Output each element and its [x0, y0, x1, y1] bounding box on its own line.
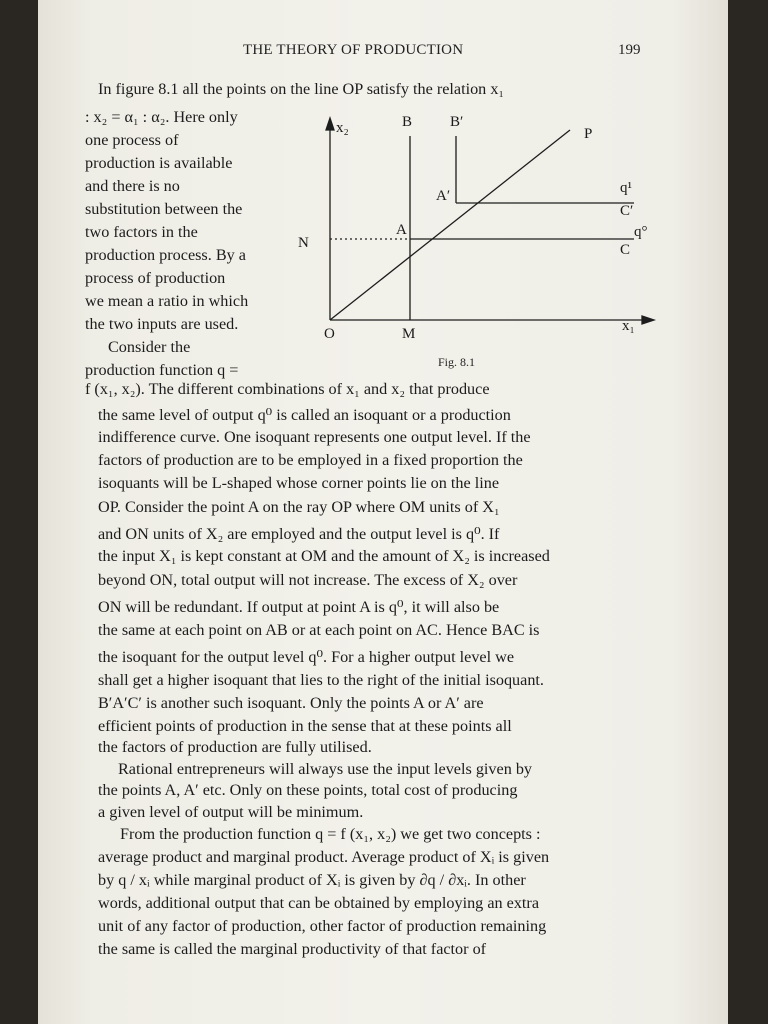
text-line: production is available: [85, 154, 233, 172]
label-a-prime: A′: [436, 188, 451, 204]
text-line: the input X₁ is kept constant at OM and the amount of X₂ is increased: [98, 547, 550, 565]
label-q0: q°: [634, 224, 648, 240]
label-a: A: [396, 222, 407, 238]
label-o: O: [324, 326, 335, 342]
text-line: average product and marginal product. Average product of Xᵢ is given: [98, 848, 550, 866]
label-m: M: [402, 326, 416, 342]
text-line: isoquants will be L-shaped whose corner points lie on the line: [98, 474, 500, 492]
book-page: [38, 0, 728, 1024]
text-line: B′A′C′ is another such isoquant. Only the points A or A′ are: [98, 694, 484, 712]
label-c-prime: C′: [620, 203, 634, 219]
figure-8-1: [288, 108, 668, 378]
text-line: by q / xᵢ while marginal product of Xᵢ is given by ∂q / ∂xᵢ. In other: [98, 871, 526, 889]
text-line: the isoquant for the output level q⁰. For a higher output level we: [98, 648, 515, 666]
page-number: 199: [618, 42, 641, 58]
text-line: the two inputs are used.: [85, 315, 239, 333]
label-p: P: [584, 126, 593, 142]
text-line: the same level of output q⁰ is called an isoquant or a production: [98, 406, 511, 424]
text-line: one process of: [85, 131, 179, 149]
label-x1: x₁: [622, 318, 635, 334]
text-line: ON will be redundant. If output at point A is q⁰, it will also be: [98, 598, 500, 616]
x-axis-arrow: [642, 316, 654, 324]
label-c: C: [620, 242, 631, 258]
text-line: unit of any factor of production, other factor of production remaining: [98, 917, 547, 935]
text-line: process of production: [85, 269, 226, 287]
text-line: factors of production are to be employed in a fixed proportion the: [98, 451, 523, 469]
label-x2: x₂: [336, 120, 349, 136]
y-axis-arrow: [326, 118, 334, 130]
text-line: Consider the: [108, 338, 191, 356]
running-title: THE THEORY OF PRODUCTION: [243, 42, 464, 58]
text-line: In figure 8.1 all the points on the line OP satisfy the relation x₁: [98, 80, 505, 98]
label-q1: q¹: [620, 180, 632, 196]
text-line: beyond ON, total output will not increase. The excess of X₂ over: [98, 571, 518, 589]
text-line: : x₂ = α₁ : α₂. Here only: [85, 108, 238, 126]
text-line: production process. By a: [85, 246, 246, 264]
text-line: shall get a higher isoquant that lies to the right of the initial isoquant.: [98, 671, 544, 689]
text-line: the same is called the marginal productivity of that factor of: [98, 940, 487, 958]
label-n: N: [298, 235, 309, 251]
text-line: and ON units of X₂ are employed and the output level is q⁰. If: [98, 525, 500, 543]
label-b-prime: B′: [450, 114, 464, 130]
text-line: substitution between the: [85, 200, 243, 218]
text-line: From the production function q = f (x₁, x₂) we get two concepts :: [120, 825, 541, 843]
text-line: we mean a ratio in which: [85, 292, 249, 310]
label-b: B: [402, 114, 413, 130]
text-line: two factors in the: [85, 223, 198, 241]
text-line: a given level of output will be minimum.: [98, 803, 364, 821]
text-line: Rational entrepreneurs will always use the input levels given by: [118, 760, 533, 778]
text-line: the factors of production are fully utilised.: [98, 738, 372, 756]
figure-caption: Fig. 8.1: [438, 355, 476, 369]
text-line: the same at each point on AB or at each point on AC. Hence BAC is: [98, 621, 540, 639]
text-line: f (x₁, x₂). The different combinations of x₁ and x₂ that produce: [85, 380, 490, 398]
text-line: words, additional output that can be obtained by employing an extra: [98, 894, 539, 912]
text-line: OP. Consider the point A on the ray OP where OM units of X₁: [98, 498, 500, 516]
text-line: and there is no: [85, 177, 180, 195]
running-header: [38, 42, 728, 62]
text-line: production function q =: [85, 361, 239, 379]
ray-op: [330, 130, 570, 320]
text-line: efficient points of production in the sense that at these points all: [98, 717, 512, 735]
isoquant-diagram: [288, 108, 668, 358]
text-line: the points A, A′ etc. Only on these points, total cost of producing: [98, 781, 518, 799]
text-line: indifference curve. One isoquant represents one output level. If the: [98, 428, 531, 446]
